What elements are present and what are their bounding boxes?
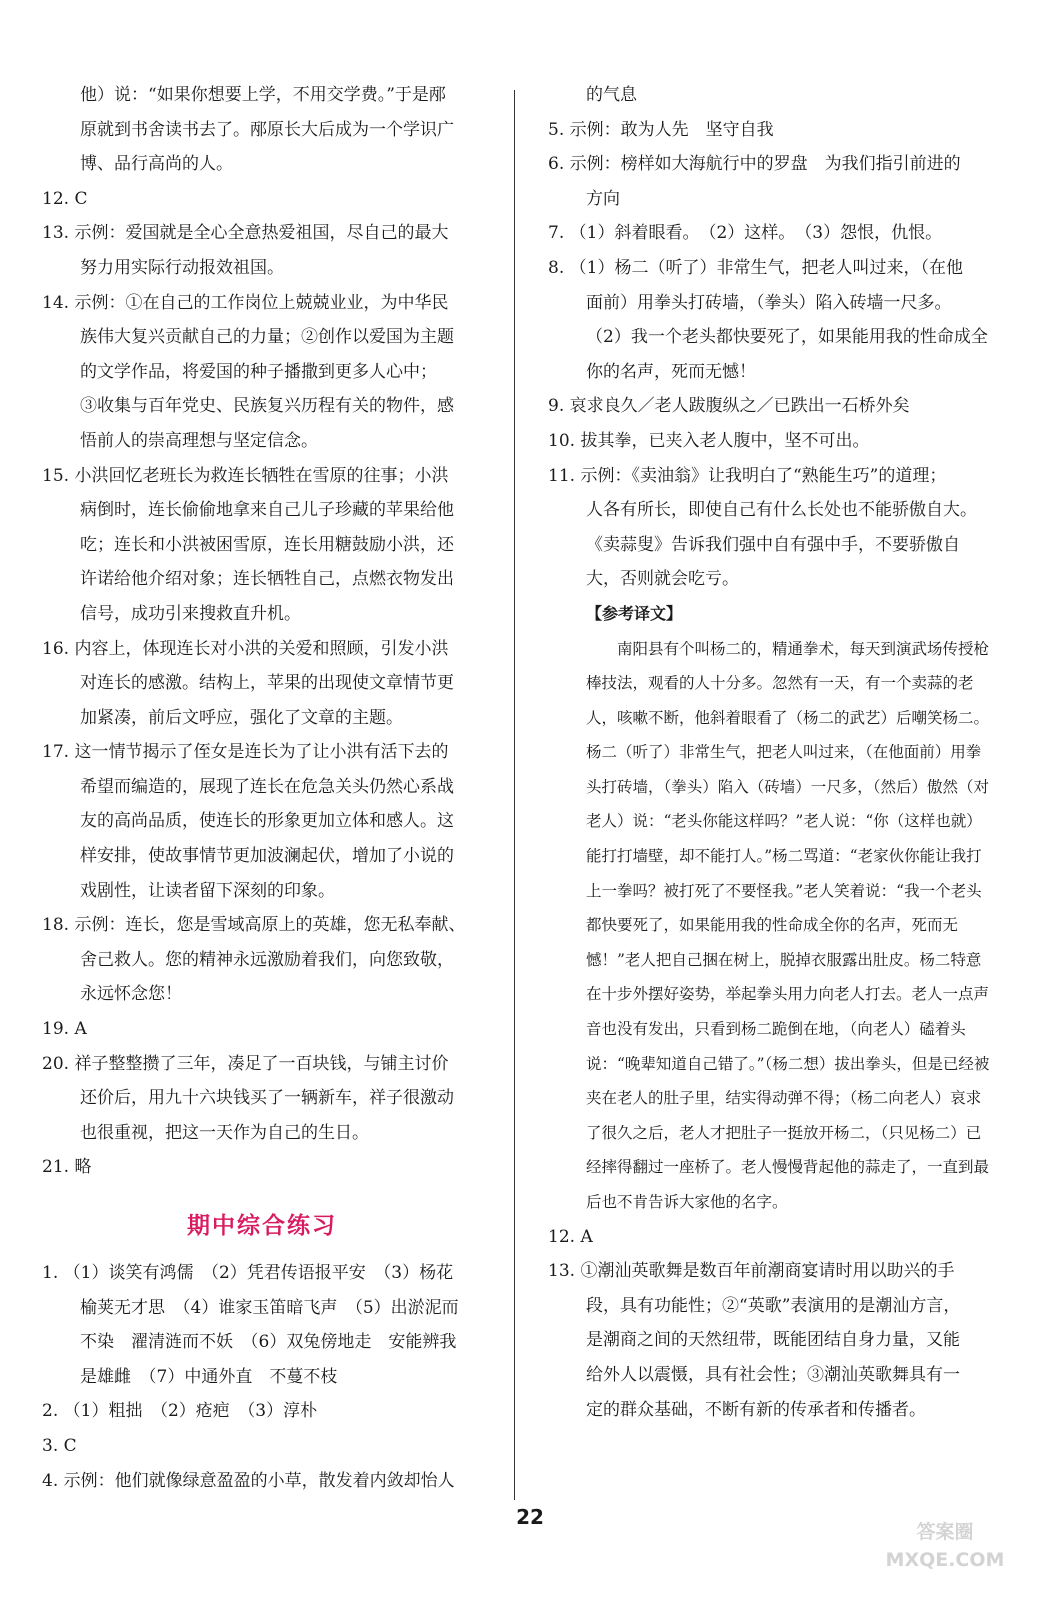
answer-line: 也很重视，把这一天作为自己的生日。 xyxy=(80,1122,369,1143)
answer-line: 1. （1）谈笑有鸿儒 （2）凭君传语报平安 （3）杨花 xyxy=(42,1263,454,1283)
answer-line: 16. 内容上，体现连长对小洪的关爱和照顾，引发小洪 xyxy=(42,638,449,659)
answer-line: 《卖蒜叟》告诉我们强中自有强中手，不要骄傲自 xyxy=(586,534,960,555)
answer-line: 还价后，用九十六块钱买了一辆新车，祥子很激动 xyxy=(80,1088,454,1109)
answer-line: 吃；连长和小洪被困雪原，连长用糖鼓励小洪，还 xyxy=(80,534,454,555)
watermark-logo xyxy=(870,1518,1020,1582)
answer-item xyxy=(42,908,482,1012)
answer-item xyxy=(548,1220,992,1255)
answer-line: 19. A xyxy=(42,1019,87,1040)
answer-line: 不染 濯清涟而不妖 （6）双兔傍地走 安能辨我 xyxy=(80,1332,457,1353)
answer-item xyxy=(548,78,992,113)
answer-item xyxy=(548,216,992,251)
answer-item xyxy=(548,147,992,216)
answer-item xyxy=(42,459,482,632)
answer-item xyxy=(42,1047,482,1151)
answer-line: 给外人以震慑，具有社会性；③潮汕英歌舞具有一 xyxy=(586,1364,960,1385)
answer-line: ③收集与百年党史、民族复兴历程有关的物件，感 xyxy=(80,396,454,417)
answer-item xyxy=(42,1464,482,1499)
answer-line: 信号，成功引来搜救直升机。 xyxy=(80,603,301,624)
answer-line: 20. 祥子整整攒了三年，凑足了一百块钱，与铺主讨价 xyxy=(42,1053,449,1074)
answer-line: 舍己救人。您的精神永远激励着我们，向您致敬， xyxy=(80,949,454,970)
answer-item xyxy=(42,1150,482,1185)
answer-line: 悟前人的崇高理想与坚定信念。 xyxy=(80,430,318,451)
answer-line: 7. （1）斜着眼看。 （2）这样。 （3）怨恨，仇恨。 xyxy=(548,223,943,244)
answer-item xyxy=(42,632,482,736)
answer-item xyxy=(548,251,992,320)
answer-line: 原就到书舍读书去了。邴原长大后成为一个学识广 xyxy=(80,119,454,140)
answer-item xyxy=(548,320,992,389)
answer-line: 人各有所长，即使自己有什么长处也不能骄傲自大。 xyxy=(586,500,977,521)
answer-line: 样安排，使故事情节更加波澜起伏，增加了小说的 xyxy=(80,846,454,867)
answer-item xyxy=(548,424,992,459)
answer-line: 6. 示例：榜样如大海航行中的罗盘 为我们指引前进的 xyxy=(548,154,961,175)
answer-line: 对连长的感激。结构上，苹果的出现使文章情节更 xyxy=(80,673,454,694)
answer-line: 17. 这一情节揭示了侄女是连长为了让小洪有活下去的 xyxy=(42,742,449,763)
answer-line: 许诺给他介绍对象；连长牺牲自己，点燃衣物发出 xyxy=(80,569,454,590)
watermark-line1: 答案圈 xyxy=(916,1521,974,1543)
answer-line: 3. C xyxy=(42,1435,77,1456)
right-column xyxy=(548,78,992,1427)
answer-line: 13. 示例：爱国就是全心全意热爱祖国，尽自己的最大 xyxy=(42,223,449,244)
answer-line: 病倒时，连长偷偷地拿来自己儿子珍藏的苹果给他 xyxy=(80,500,454,521)
answer-line: 是潮商之间的天然纽带，既能团结自身力量，又能 xyxy=(586,1330,960,1351)
watermark-line2: MXQE.COM xyxy=(885,1549,1005,1571)
answer-line: 的文学作品，将爱国的种子播撒到更多人心中； xyxy=(80,361,437,382)
answer-line: 21. 略 xyxy=(42,1157,92,1178)
answer-line: 4. 示例：他们就像绿意盈盈的小草，散发着内敛却怡人 xyxy=(42,1470,455,1491)
reference-translation-text: 南阳县有个叫杨二的，精通拳术，每天到演武场传授枪棒技法，观看的人十分多。忽然有一天，有一个卖蒜的老人，咳嗽不断，他斜着眼看了（杨二的武艺）后嘲笑杨二。杨二（听了）非常生气，把老人叫过来，（在他面前）用拳头打砖墙，（拳头）陷入（砖墙）一尺多，（然后）傲然（对老人）说：“老头你能这样吗？”老人说：“你（这样也就）能打打墙壁，却不能打人。”杨二骂道：“老家伙你能让我打上一拳吗？被打死了不要怪我。”老人笑着说：“我一个老头都快要死了，如果能用我的性命成全你的名声，死而无憾！”老人把自己捆在树上，脱掉衣服露出肚皮。杨二特意在十步外摆好姿势，举起拳头用力向老人打去。老人一点声音也没有发出，只看到杨二跪倒在地，（向老人）磕着头说：“晚辈知道自己错了。”（杨二想）拔出拳头，但是已经被夹在老人的肚子里，结实得动弹不得；（杨二向老人）哀求了很久之后，老人才把肚子一挺放开杨二，（只见杨二）已经摔得翻过一座桥了。老人慢慢背起他的蒜走了，一直到最后也不肯告诉大家他的名字。 xyxy=(586,639,990,1211)
answer-line: 12. C xyxy=(42,188,88,209)
left-column xyxy=(42,78,482,1498)
reference-translation-label: 【参考译文】 xyxy=(586,603,683,623)
answer-line: 方向 xyxy=(586,188,620,209)
answer-line: 11. 示例：《卖油翁》让我明白了“熟能生巧”的道理； xyxy=(548,465,947,486)
answer-line: 18. 示例：连长，您是雪域高原上的英雄，您无私奉献、 xyxy=(42,915,466,936)
answer-item xyxy=(42,1012,482,1047)
answer-line: 永远怀念您！ xyxy=(80,984,182,1005)
answer-line: 段，具有功能性；②“英歌”表演用的是潮汕方言， xyxy=(586,1295,961,1316)
answer-line: 定的群众基础，不断有新的传承者和传播者。 xyxy=(586,1399,926,1420)
section-title: 期中综合练习 xyxy=(187,1213,337,1239)
answer-line: 12. A xyxy=(548,1226,593,1247)
answer-line: 10. 拔其拳，已夹入老人腹中，坚不可出。 xyxy=(548,430,870,451)
answer-line: 戏剧性，让读者留下深刻的印象。 xyxy=(80,880,335,901)
answer-line: 他）说：“如果你想要上学，不用交学费。”于是邴 xyxy=(80,85,446,105)
answer-line: 你的名声，死而无憾！ xyxy=(586,361,756,382)
answer-line: 13. ①潮汕英歌舞是数百年前潮商宴请时用以助兴的手 xyxy=(548,1261,955,1282)
answer-line: 榆荚无才思 （4）谁家玉笛暗飞声 （5）出淤泥而 xyxy=(80,1297,459,1318)
answer-item xyxy=(42,78,482,182)
answer-line: 希望而编造的，展现了连长在危急关头仍然心系战 xyxy=(80,776,454,797)
answer-line: 2. （1）粗拙 （2）疮疤 （3）淳朴 xyxy=(42,1401,318,1422)
answer-line: 5. 示例：敢为人先 坚守自我 xyxy=(548,119,774,140)
answer-line: 族伟大复兴贡献自己的力量；②创作以爱国为主题 xyxy=(80,327,454,348)
page-number: 22 xyxy=(516,1505,544,1529)
answer-line: 是雄雌 （7）中通外直 不蔓不枝 xyxy=(80,1366,338,1387)
answer-item xyxy=(548,389,992,424)
answer-line: 8. （1）杨二（听了）非常生气，把老人叫过来，（在他 xyxy=(548,257,963,278)
answer-item xyxy=(42,216,482,285)
answer-item xyxy=(42,1429,482,1464)
answer-line: 14. 示例：①在自己的工作岗位上兢兢业业，为中华民 xyxy=(42,292,449,313)
answer-line: 努力用实际行动报效祖国。 xyxy=(80,257,284,278)
answer-item xyxy=(548,459,992,597)
answer-item xyxy=(42,1394,482,1429)
answer-line: 加紧凑，前后文呼应，强化了文章的主题。 xyxy=(80,707,403,728)
answer-item xyxy=(42,735,482,908)
answer-item xyxy=(548,1254,992,1427)
answer-item xyxy=(548,113,992,148)
answer-item xyxy=(42,1256,482,1394)
answer-line: 15. 小洪回忆老班长为救连长牺牲在雪原的往事；小洪 xyxy=(42,465,449,486)
answer-line: 友的高尚品质，使连长的形象更加立体和感人。这 xyxy=(80,811,454,832)
answer-item xyxy=(42,286,482,459)
answer-line: （2）我一个老头都快要死了，如果能用我的性命成全 xyxy=(586,327,988,348)
answer-line: 的气息 xyxy=(586,85,637,105)
column-divider xyxy=(514,90,515,1500)
answer-item xyxy=(42,182,482,217)
answer-line: 面前）用拳头打砖墙，（拳头）陷入砖墙一尺多。 xyxy=(586,292,952,313)
answer-line: 9. 哀求良久／老人跋腹纵之／已跌出一石桥外矣 xyxy=(548,396,910,417)
answer-line: 大，否则就会吃亏。 xyxy=(586,569,739,590)
answer-line: 博、品行高尚的人。 xyxy=(80,154,233,175)
